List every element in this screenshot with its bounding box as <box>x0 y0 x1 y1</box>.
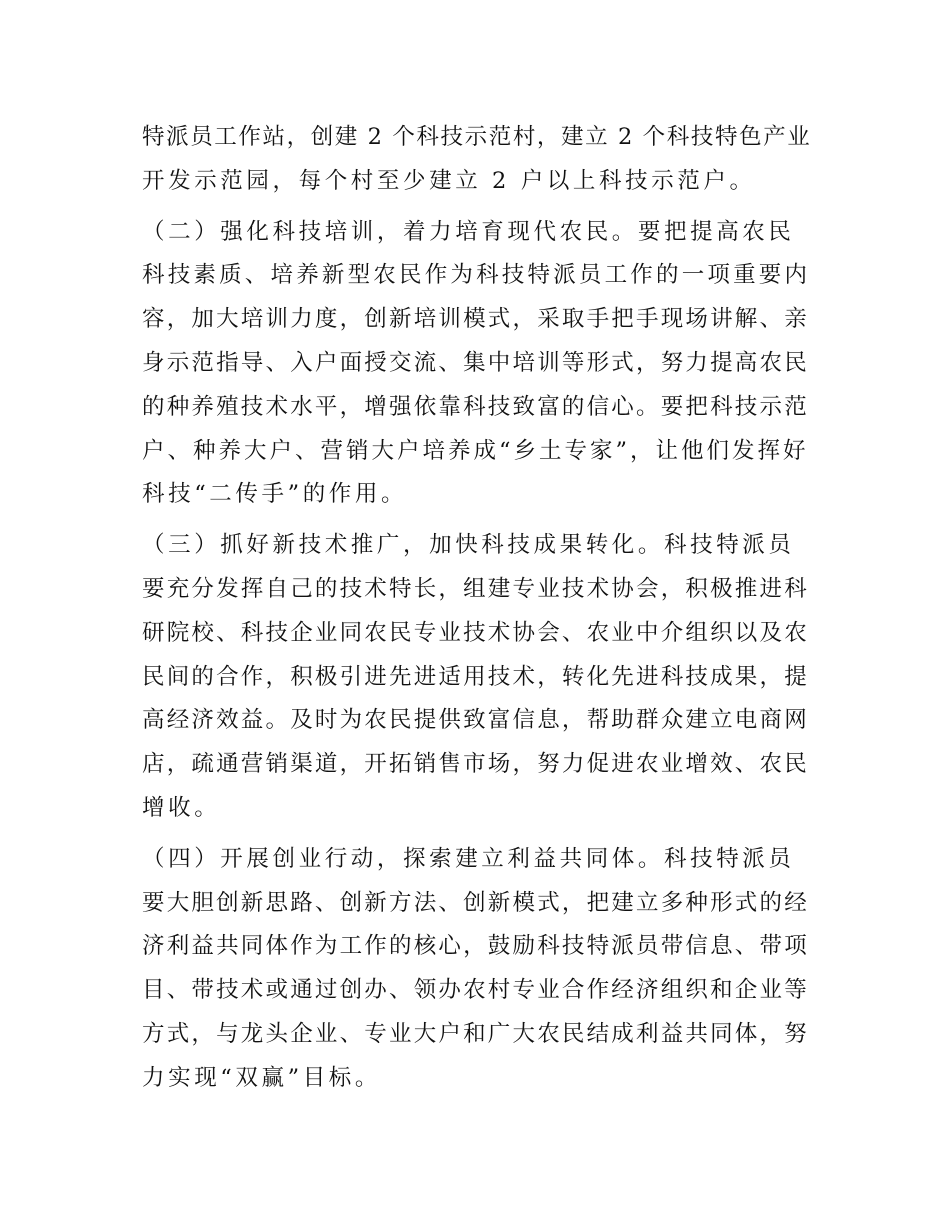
text-line: 店，疏通营销渠道，开拓销售市场，努力促进农业增效、农民 <box>142 751 809 778</box>
text-line: 增收。 <box>142 794 221 821</box>
text-line: 容，加大培训力度，创新培训模式，采取手把手现场讲解、亲 <box>142 306 809 333</box>
paragraph-3 <box>142 524 812 831</box>
paragraph-2 <box>142 211 812 518</box>
paragraph-4 <box>142 838 812 1101</box>
text-line: 身示范指导、入户面授交流、集中培训等形式，努力提高农民 <box>142 349 809 376</box>
text-line: 户、种养大户、营销大户培养成“乡土专家”，让他们发挥好 <box>142 437 809 464</box>
text-line: 高经济效益。及时为农民提供致富信息，帮助群众建立电商网 <box>142 707 809 734</box>
text-line: 特派员工作站，创建 2 个科技示范村，建立 2 个科技特色产业 <box>142 124 812 150</box>
text-line: 要充分发挥自己的技术特长，组建专业技术协会，积极推进科 <box>142 575 809 602</box>
text-line: 科技“二传手”的作用。 <box>142 481 408 508</box>
document-body <box>142 116 812 1108</box>
text-line: 研院校、科技企业同农民专业技术协会、农业中介组织以及农 <box>142 619 809 646</box>
text-line: 科技素质、培养新型农民作为科技特派员工作的一项重要内 <box>142 262 811 289</box>
text-line: 民间的合作，积极引进先进适用技术，转化先进科技成果，提 <box>142 663 809 690</box>
text-line: 开发示范园，每个村至少建立 2 户以上科技示范户。 <box>142 167 756 194</box>
text-line: 目、带技术或通过创办、领办农村专业合作经济组织和企业等 <box>142 977 809 1004</box>
text-line: （四）开展创业行动，探索建立利益共同体。科技特派员 <box>142 845 795 872</box>
text-line: （二）强化科技培训，着力培育现代农民。要把提高农民 <box>142 218 795 245</box>
text-line: 力实现“双赢”目标。 <box>142 1064 382 1091</box>
text-line: 要大胆创新思路、创新方法、创新模式，把建立多种形式的经 <box>142 889 809 916</box>
text-line: 的种养殖技术水平，增强依靠科技致富的信心。要把科技示范 <box>142 393 809 420</box>
text-line: 方式，与龙头企业、专业大户和广大农民结成利益共同体，努 <box>142 1020 809 1047</box>
text-line: （三）抓好新技术推广，加快科技成果转化。科技特派员 <box>142 532 795 559</box>
paragraph-1 <box>142 116 812 204</box>
text-line: 济利益共同体作为工作的核心，鼓励科技特派员带信息、带项 <box>142 933 809 960</box>
